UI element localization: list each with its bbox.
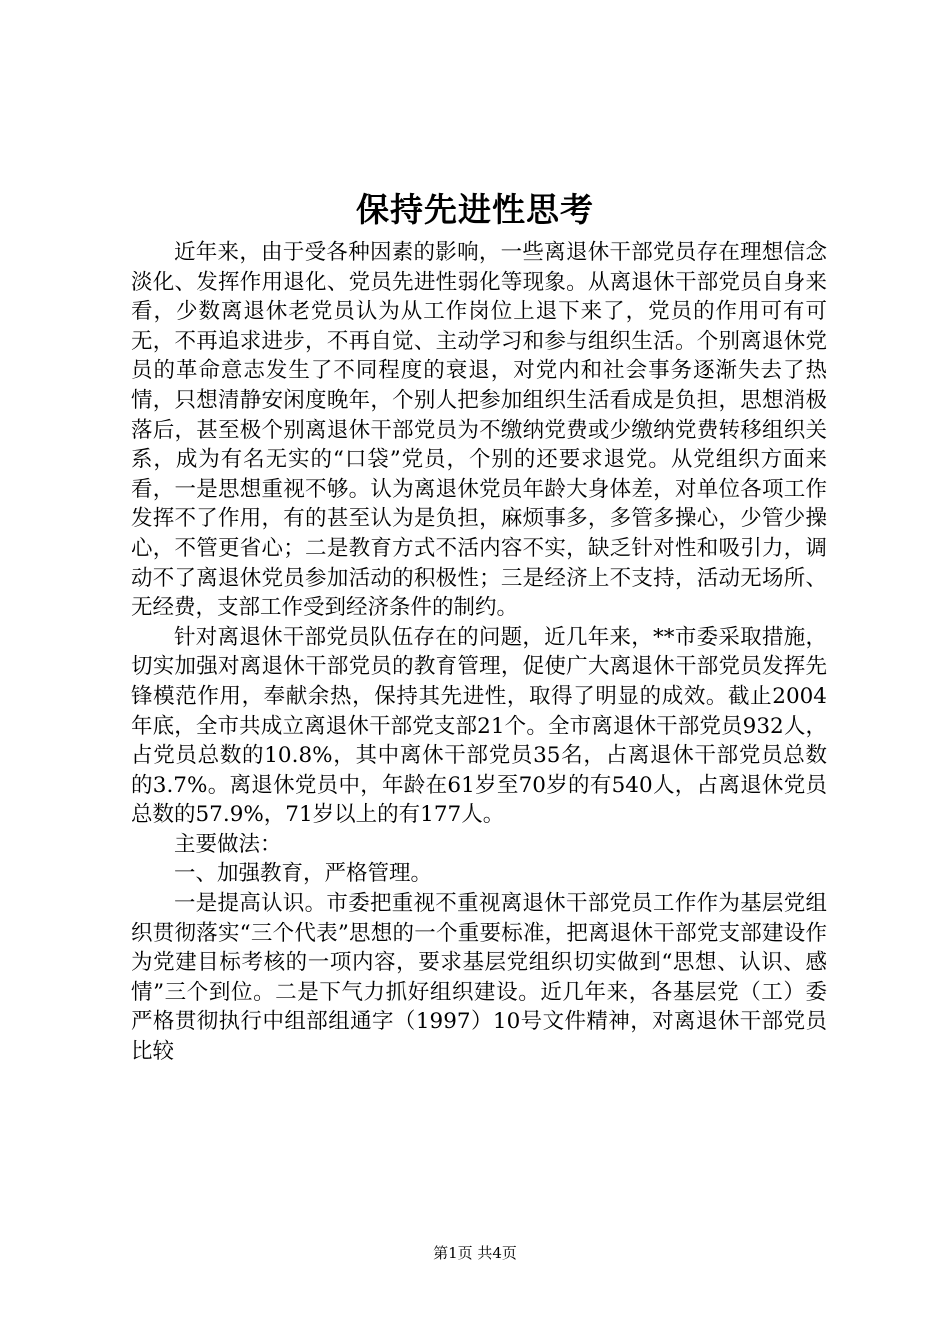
section-heading-education: 一、加强教育，严格管理。 <box>174 861 433 887</box>
document-title: 保持先进性思考 <box>356 190 594 229</box>
document-body <box>131 238 827 1067</box>
paragraph-awareness: 一是提高认识。市委把重视不重视离退休干部党员工作作为基层党组织贯彻落实“三个代表”思想的一个重要标准，把离退休干部党支部建设作为党建目标考核的一项内容，要求基层党组织切实做到“思想、认识、感情”三个到位。二是下气力抓好组织建设。近几年来，各基层党（工）委严格贯彻执行中组部组通字（1997）10号文件精神，对离退休干部党员比较 <box>131 891 827 1065</box>
paragraph-main-methods: 主要做法： <box>174 831 282 857</box>
paragraph-statistics: 针对离退休干部党员队伍存在的问题，近几年来，**市委采取措施，切实加强对离退休干部党员的教育管理，促使广大离退休干部党员发挥先锋模范作用，奉献余热，保持其先进性，取得了明显的成效。截止2004年底，全市共成立离退休干部党支部21个。全市离退休干部党员932人，占党员总数的10.8%，其中离休干部党员35名，占离退休干部党员总数的3.7%。离退休党员中，年龄在61岁至70岁的有540人，占离退休党员总数的57.9%，71岁以上的有177人。 <box>131 624 827 828</box>
page-footer: 第1页 共4页 <box>433 1244 517 1262</box>
paragraph-problems: 近年来，由于受各种因素的影响，一些离退休干部党员存在理想信念淡化、发挥作用退化、党员先进性弱化等现象。从离退休干部党员自身来看，少数离退休老党员认为从工作岗位上退下来了，党员的作用可有可无，不再追求进步，不再自觉、主动学习和参与组织生活。个别离退休党员的革命意志发生了不同程度的衰退，对党内和社会事务逐渐失去了热情，只想清静安闲度晚年，个别人把参加组织生活看成是负担，思想消极落后，甚至极个别离退休干部党员为不缴纳党费或少缴纳党费转移组织关系，成为有名无实的“口袋”党员，个别的还要求退党。从党组织方面来看，一是思想重视不够。认为离退休党员年龄大身体差，对单位各项工作发挥不了作用，有的甚至认为是负担，麻烦事多，多管多操心，少管少操心，不管更省心；二是教育方式不活内容不实，缺乏针对性和吸引力，调动不了离退休党员参加活动的积极性；三是经济上不支持，活动无场所、无经费，支部工作受到经济条件的制约。 <box>131 240 827 621</box>
